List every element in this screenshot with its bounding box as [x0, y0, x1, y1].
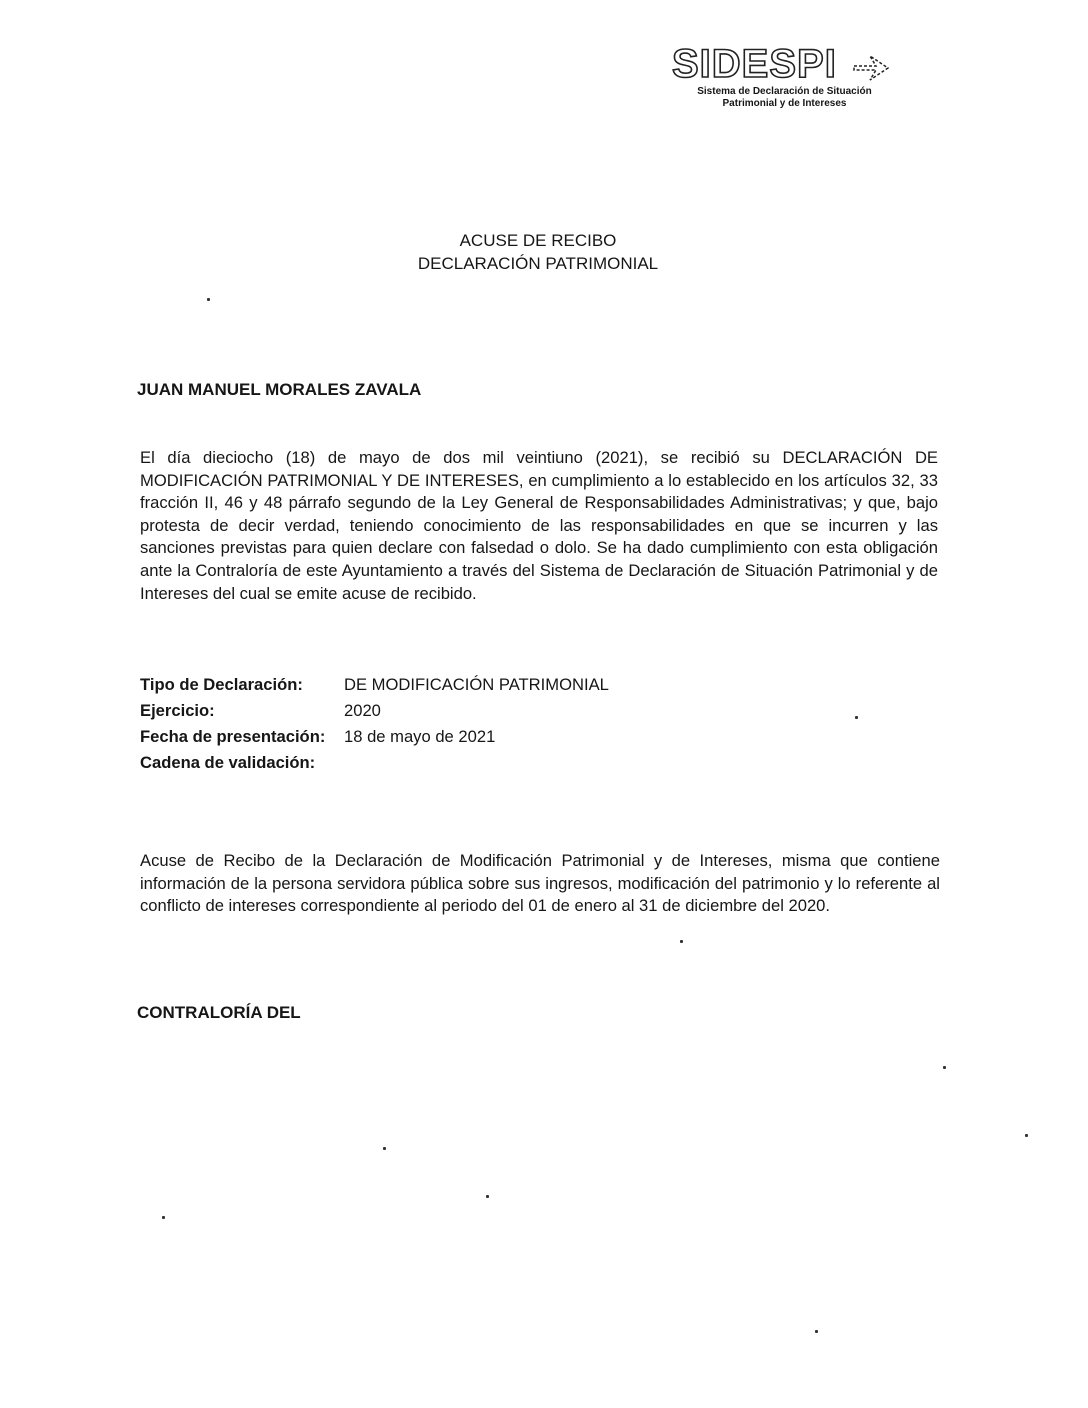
field-label: Fecha de presentación:: [140, 727, 326, 746]
scan-speck: [1025, 1134, 1028, 1137]
scan-speck: [815, 1330, 818, 1333]
scan-speck: [486, 1195, 489, 1198]
sidespi-logo: [672, 44, 897, 110]
field-value: 2020: [344, 701, 381, 720]
field-label: Cadena de validación:: [140, 753, 316, 772]
document-subtitle: DECLARACIÓN PATRIMONIAL: [417, 254, 659, 273]
scan-speck: [207, 298, 210, 301]
field-label: Tipo de Declaración:: [140, 675, 303, 694]
scan-speck: [680, 940, 683, 943]
recipient-name: JUAN MANUEL MORALES ZAVALA: [137, 380, 422, 399]
field-fecha-presentacion: [140, 724, 495, 750]
scan-speck: [855, 716, 858, 719]
scan-speck: [943, 1066, 946, 1069]
summary-paragraph: Acuse de Recibo de la Declaración de Modificación Patrimonial y de Intereses, misma que contiene información de la persona servidora pública sobre sus ingresos, modificación del patrimonio y lo referente al conflicto de intereses correspondiente al periodo del 01 de enero al 31 de diciembre del 2020.: [140, 851, 940, 916]
field-cadena-validacion: [140, 750, 344, 776]
field-tipo-declaracion: [140, 672, 609, 698]
field-ejercicio: [140, 698, 381, 724]
body-paragraph: El día dieciocho (18) de mayo de dos mil veintiuno (2021), se recibió su DECLARACIÓN DE MODIFICACIÓN PATRIMONIAL Y DE INTERESES, en cumplimiento a lo establecido en los artículos 32, 33 fracción II, 46 y 48 párrafo segundo de la Ley General de Responsabilidades Administrativas; y que, bajo protesta de decir verdad, teniendo conocimiento de las responsabilidades en que se incurren y las sanciones previstas para quien declare con falsedad o dolo. Se ha dado cumplimiento con esta obligación ante la Contraloría de este Ayuntamiento a través del Sistema de Declaración de Situación Patrimonial y de Intereses del cual se emite acuse de recibido.: [140, 448, 938, 603]
logo-subtitle-2: Patrimonial y de Intereses: [722, 98, 847, 109]
logo-wordmark: SIDESPI: [672, 42, 837, 86]
signature-block: CONTRALORÍA DEL: [137, 1003, 301, 1022]
document-title: ACUSE DE RECIBO: [459, 231, 617, 250]
field-label: Ejercicio:: [140, 701, 215, 720]
field-value: DE MODIFICACIÓN PATRIMONIAL: [344, 675, 609, 694]
scan-speck: [162, 1216, 165, 1219]
scan-speck: [383, 1147, 386, 1150]
field-value: 18 de mayo de 2021: [344, 727, 496, 746]
arrow-logo-icon: [850, 46, 894, 88]
logo-subtitle-1: Sistema de Declaración de Situación: [697, 86, 872, 97]
